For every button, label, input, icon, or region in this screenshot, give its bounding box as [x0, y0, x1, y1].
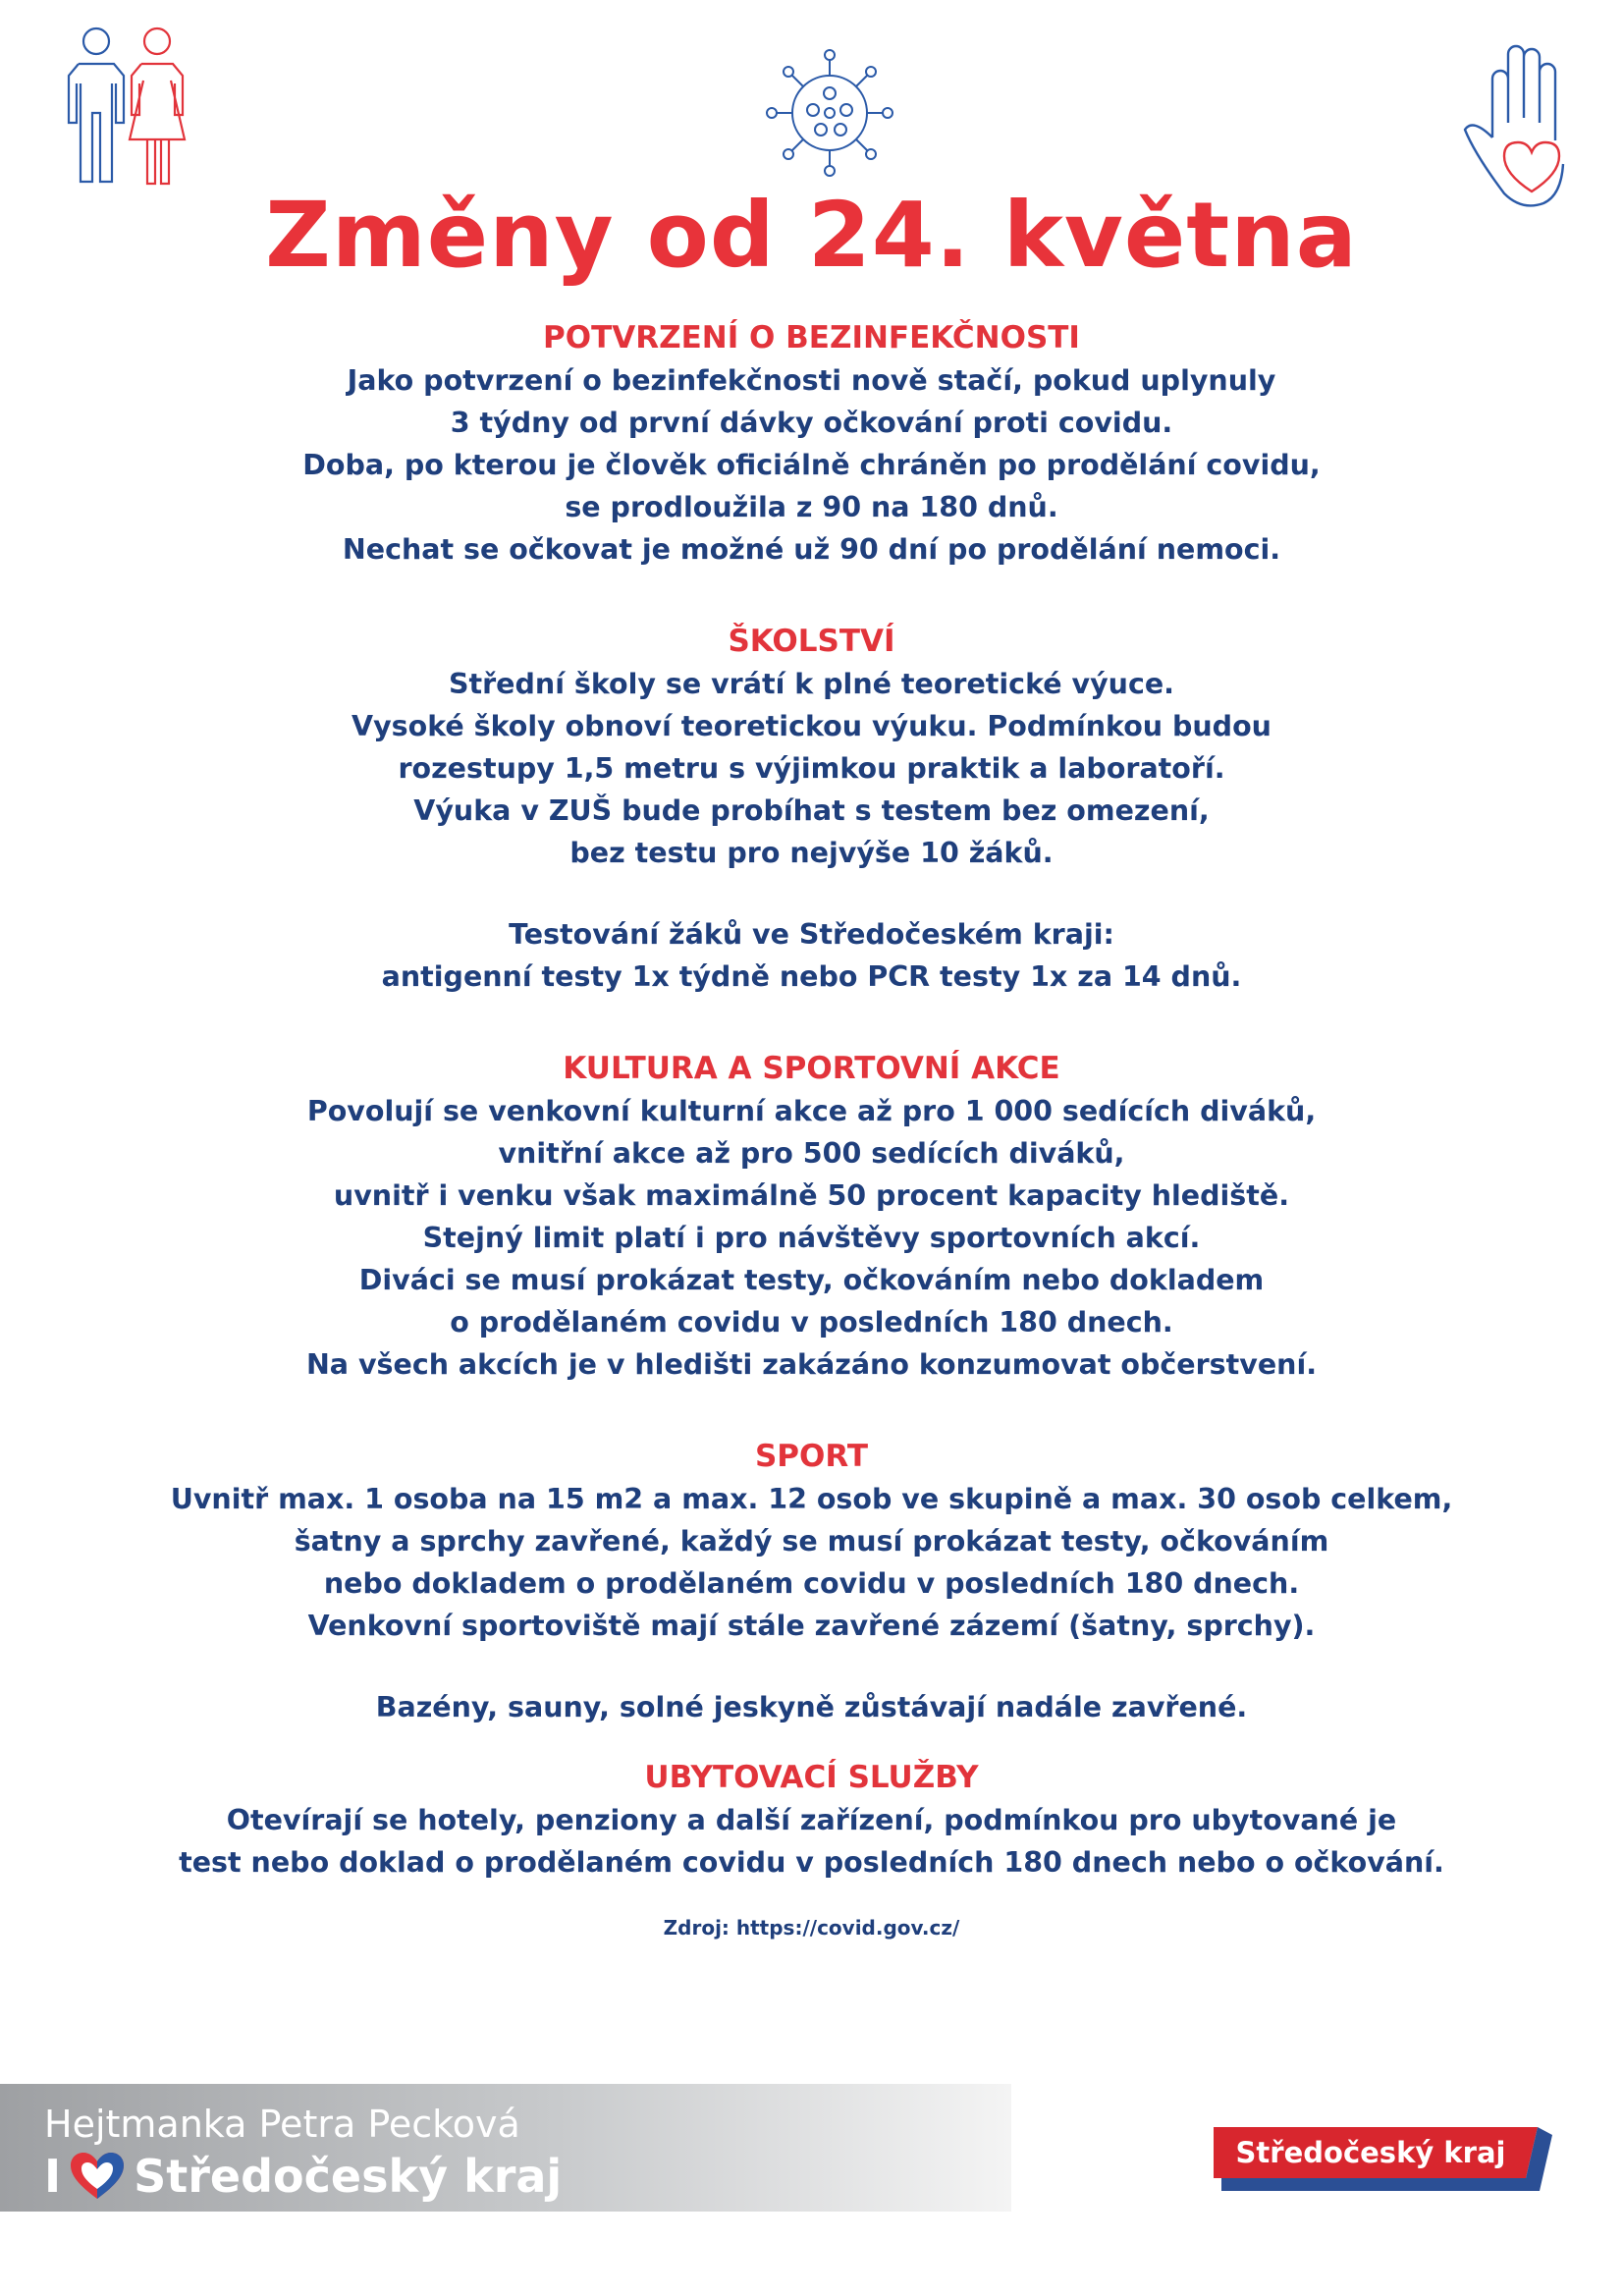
heading-potvrzeni: POTVRZENÍ O BEZINFEKČNOSTI	[543, 320, 1080, 355]
text-skolstvi-testovani: Testování žáků ve Středočeském kraji: antigenní testy 1x týdně nebo PCR testy 1x za 14 dnů.	[381, 918, 1242, 993]
heart-icon	[69, 2152, 126, 2201]
region-badge-label: Středočeský kraj	[1235, 2136, 1506, 2169]
heading-sport: SPORT	[754, 1439, 869, 1474]
text-skolstvi: Střední školy se vrátí k plné teoretické výuce. Vysoké školy obnoví teoretickou výuku. Podmínkou budou rozestupy 1,5 metru s výjimkou praktik a laboratoří. Výuka v ZUŠ bude probíhat s testem bez omezení, bez testu pro nejvýše 10 žáků.	[352, 668, 1271, 869]
text-kultura: Povolují se venkovní kulturní akce až pro 1 000 sedících diváků, vnitřní akce až pro 500 sedících diváků, uvnitř i venku však maximálně 50 procent kapacity hlediště. Stejný limit platí i pro návštěvy sportovních akcí. Diváci se musí prokázat testy, očkováním nebo dokladem o prodělaném covidu v posledních 180 dnech. Na všech akcích je v hledišti zakázáno konzumovat občerstvení.	[305, 1095, 1318, 1381]
heading-skolstvi: ŠKOLSTVÍ	[728, 624, 895, 659]
people-icon	[59, 20, 196, 191]
content	[98, 316, 1525, 1942]
footer-brand-name: Středočeský kraj	[134, 2150, 563, 2203]
text-ubytovani: Otevírají se hotely, penziony a další zařízení, podmínkou pro ubytované je test nebo doklad o prodělaném covidu v posledních 180 dnech nebo o očkování.	[179, 1804, 1444, 1879]
heading-kultura: KULTURA A SPORTOVNÍ AKCE	[563, 1051, 1060, 1086]
virus-icon	[756, 39, 903, 187]
text-potvrzeni: Jako potvrzení o bezinfekčnosti nově stačí, pokud uplynuly 3 týdny od první dávky očkování proti covidu. Doba, po kterou je člověk oficiálně chráněn po prodělání covidu, se prodloužila z 90 na 180 dnů. Nechat se očkovat je možné už 90 dní po prodělání nemoci.	[302, 364, 1321, 566]
footer-brand	[44, 2149, 562, 2204]
text-sport: Uvnitř max. 1 osoba na 15 m2 a max. 12 osob ve skupině a max. 30 osob celkem, šatny a sprchy zavřené, každý se musí prokázat testy, očkováním nebo dokladem o prodělaném covidu v posledních 180 dnech. Venkovní sportoviště mají stále zavřené zázemí (šatny, sprchy).	[170, 1483, 1453, 1642]
footer-brand-prefix: I	[44, 2150, 62, 2203]
page-title: Změny od 24. května	[265, 183, 1358, 288]
source-text: Zdroj: https://covid.gov.cz/	[663, 1916, 960, 1940]
heading-ubytovani: UBYTOVACÍ SLUŽBY	[644, 1760, 979, 1795]
text-sport-bazeny: Bazény, sauny, solné jeskyně zůstávají nadále zavřené.	[375, 1691, 1248, 1723]
footer-name: Hejtmanka Petra Pecková	[44, 2103, 520, 2146]
